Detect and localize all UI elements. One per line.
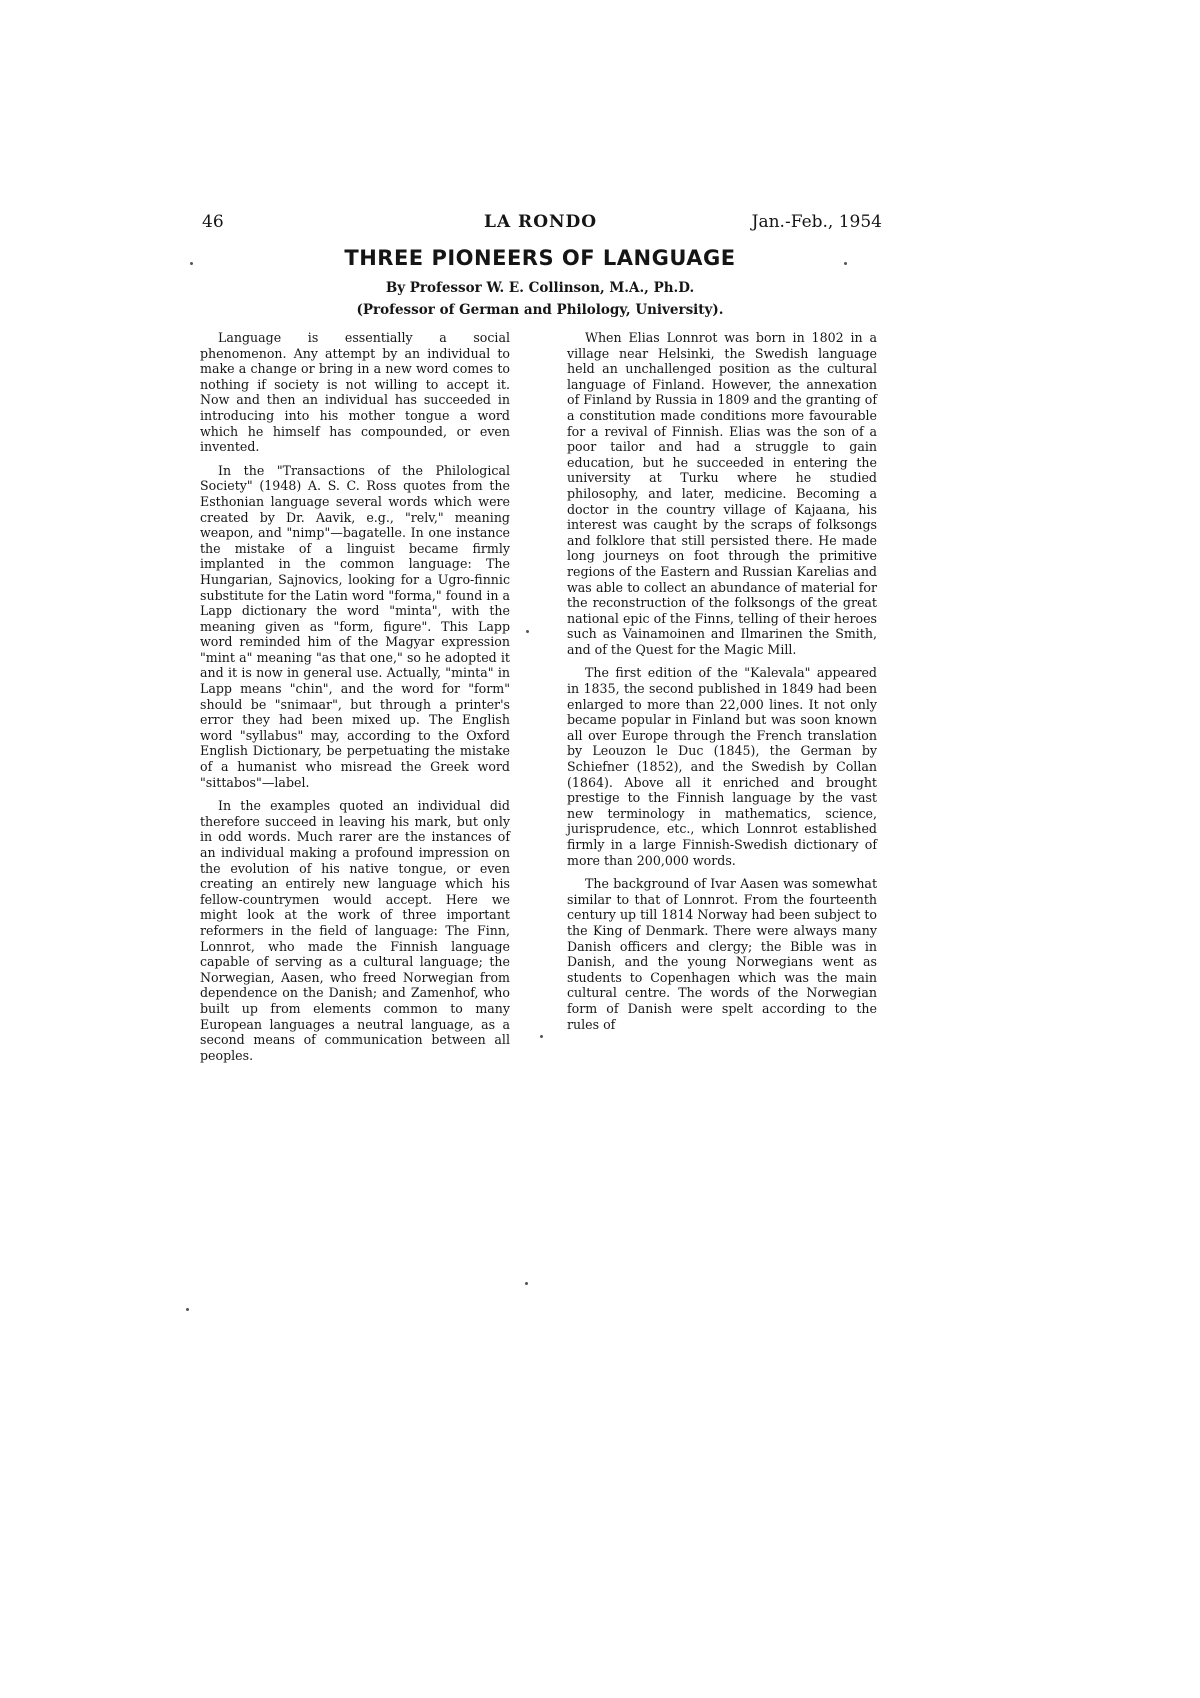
print-speck <box>540 1035 543 1038</box>
print-speck <box>190 262 193 265</box>
page-number: 46 <box>202 212 224 232</box>
paragraph: In the "Transactions of the Philological Society" (1948) A. S. C. Ross quotes from the Esthonian language several words which were created by Dr. Aavik, e.g., "relv," meaning weapon, and "nimp"—bagatelle. In one instance the mistake of a linguist became firmly implanted in the common language: The Hungarian, Sajnovics, looking for a Ugro-finnic substitute for the Latin word "forma," found in a Lapp dictionary the word "minta", with the meaning given as "form, figure". This Lapp word reminded him of the Magyar expression "mint a" meaning "as that one," so he adopted it and it is now in general use. Actually, "minta" in Lapp means "chin", and the word for "form" should be "snimaar", but through a printer's error they had been mixed up. The English word "syllabus" may, according to the Oxford English Dictionary, be perpetuating the mistake of a humanist who misread the Greek word "sittabos"—label. <box>200 462 510 790</box>
issue-date: Jan.-Feb., 1954 <box>751 212 882 232</box>
print-speck <box>525 1282 528 1285</box>
paragraph: The background of Ivar Aasen was somewhat similar to that of Lonnrot. From the fourteenth century up till 1814 Norway had been subject to the King of Denmark. There were always many Danish officers and clergy; the Bible was in Danish, and the young Norwegians went as students to Copenhagen which was the main cultural centre. The words of the Norwegian form of Danish were spelt according to the rules of <box>567 876 877 1032</box>
paragraph: The first edition of the "Kalevala" appeared in 1835, the second published in 1849 had been enlarged to more than 22,000 lines. It not only became popular in Finland but was soon known all over Europe through the French translation by Leouzon le Duc (1845), the German by Schiefner (1852), and the Swedish by Collan (1864). Above all it enriched and brought prestige to the Finnish language by the vast new terminology in mathematics, science, jurisprudence, etc., which Lonnrot established firmly in a large Finnish-Swedish dictionary of more than 200,000 words. <box>567 665 877 868</box>
article-title: THREE PIONEERS OF LANGUAGE <box>344 246 736 270</box>
print-speck <box>526 630 529 633</box>
right-column <box>567 330 877 1040</box>
running-header <box>202 212 882 234</box>
article-byline: By Professor W. E. Collinson, M.A., Ph.D. <box>385 280 695 296</box>
magazine-name: LA RONDO <box>484 212 598 232</box>
author-affiliation: (Professor of German and Philology, University). <box>356 302 724 318</box>
print-speck <box>186 1308 189 1311</box>
paragraph: In the examples quoted an individual did therefore succeed in leaving his mark, but only in odd words. Much rarer are the instances of an individual making a profound impression on the evolution of his native tongue, or even creating an entirely new language which his fellow-countrymen would accept. Here we might look at the work of three important reformers in the field of language: The Finn, Lonnrot, who made the Finnish language capable of serving as a cultural language; the Norwegian, Aasen, who freed Norwegian from dependence on the Danish; and Zamenhof, who built up from elements common to many European languages a neutral language, as a second means of communication between all peoples. <box>200 798 510 1063</box>
print-speck <box>844 262 847 265</box>
paragraph: Language is essentially a social phenomenon. Any attempt by an individual to make a change or bring in a new word comes to nothing if society is not willing to accept it. Now and then an individual has succeeded in introducing into his mother tongue a word which he himself has compounded, or even invented. <box>200 330 510 455</box>
left-column <box>200 330 510 1071</box>
paragraph: When Elias Lonnrot was born in 1802 in a village near Helsinki, the Swedish language held an unchallenged position as the cultural language of Finland. However, the annexation of Finland by Russia in 1809 and the granting of a constitution made conditions more favourable for a revival of Finnish. Elias was the son of a poor tailor and had a struggle to gain education, but he succeeded in entering the university at Turku where he studied philosophy, and later, medicine. Becoming a doctor in the country village of Kajaana, his interest was caught by the scraps of folksongs and folklore that still persisted there. He made long journeys on foot through the primitive regions of the Eastern and Russian Karelias and was able to collect an abundance of material for the reconstruction of the folksongs of the great national epic of the Finns, telling of their heroes such as Vainamoinen and Ilmarinen the Smith, and of the Quest for the Magic Mill. <box>567 330 877 657</box>
